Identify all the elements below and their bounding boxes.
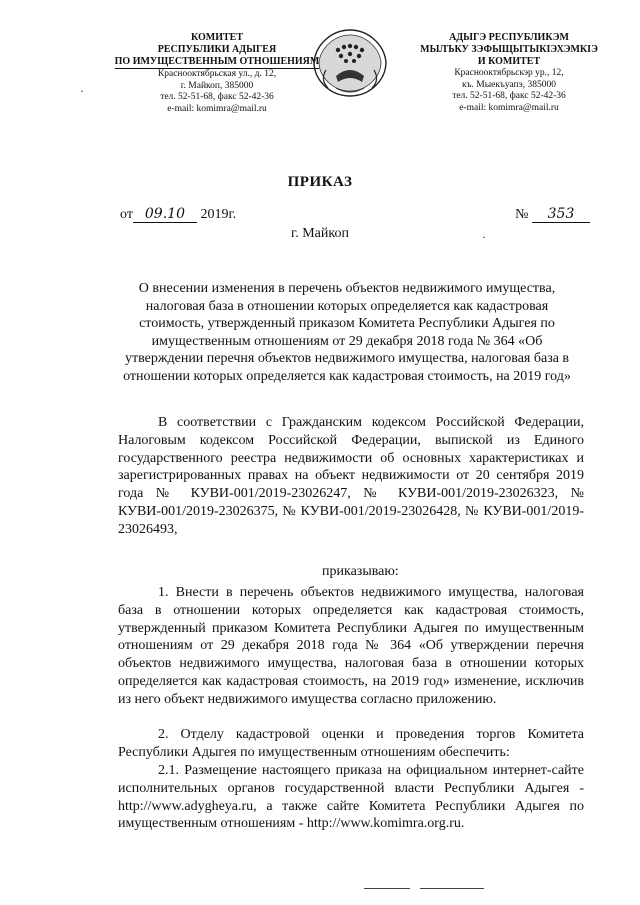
item-2-1-paragraph: 2.1. Размещение настоящего приказа на официальном интернет-сайте исполнительных органов государственной власти Республики Адыгея - http://www.adygheya.ru, а также сайте Комитета Республики Адыгея по имущественным отношениям - http://www.komimra.org.ru. [118, 763, 584, 832]
item-1-paragraph: 1. Внести в перечень объектов недвижимого имущества, налоговая база в отношении которых определяется как кадастровая стоимость, утвержденный приказом Комитета Республики Адыгея по имущественным отношениям от 29 декабря 2018 года № 364 «Об утверждении перечня объектов недвижимого имущества, налоговая база в отношении которых определяется как кадастровая стоимость, на 2019 год» изменение, исключив из него объект недвижимого имущества согласно приложению. [118, 585, 584, 707]
order-number [515, 206, 590, 223]
handwritten-number: 353 [532, 206, 590, 223]
org-address-adyghe: Краснооктябрьскэр ур., 12, [454, 68, 564, 78]
org-email: e-mail: komimra@mail.ru [167, 103, 267, 114]
order-date [120, 206, 236, 223]
org-address: Краснооктябрьская ул., д. 12, [157, 69, 277, 79]
order-word: приказываю: [322, 564, 399, 579]
org-name-adyghe-line2: МЫЛЪКУ ЗЭФЫЩЫТЫКІЭХЭМКІЭ [420, 44, 598, 55]
org-email-adyghe: e-mail: komimra@mail.ru [459, 102, 559, 113]
city-line: г. Майкоп [291, 226, 349, 241]
item-2-paragraph: 2. Отделу кадастровой оценки и проведения торгов Комитета Республики Адыгея по имущественным отношениям обеспечить: [118, 727, 584, 760]
footer-rule [420, 888, 484, 889]
org-name-line1: КОМИТЕТ [190, 32, 243, 43]
date-year: 2019г. [200, 207, 237, 222]
org-name-line3: ПО ИМУЩЕСТВЕННЫМ ОТНОШЕНИЯМ [114, 56, 320, 67]
org-name-line2: РЕСПУБЛИКИ АДЫГЕЯ [157, 44, 277, 55]
order-subject: О внесении изменения в перечень объектов недвижимого имущества, налоговая база в отношении которых определяется как кадастровая стоимость, утвержденный приказом Комитета Республики Адыгея по имущественным отношениям от 29 декабря 2018 года № 364 «Об утверждении перечня объектов недвижимого имущества, налоговая база в отношении которых определяется как кадастровая стоимость, на 2019 год» [123, 281, 571, 384]
date-number-row [120, 206, 590, 228]
org-phone-adyghe: тел. 52-51-68, факс 52-42-36 [452, 91, 566, 101]
header-left-block [112, 32, 322, 115]
header-right-block [404, 32, 614, 114]
handwritten-date: 09.10 [133, 206, 197, 223]
stray-mark-left: · [80, 84, 84, 98]
org-city-adyghe: къ. Мыекъуапэ, 385000 [462, 79, 556, 90]
coat-of-arms-icon [306, 26, 394, 100]
preamble-paragraph: В соответствии с Гражданским кодексом Российской Федерации, Налоговым кодексом Российской Федерации, выпиской из Единого государственного реестра недвижимости об основных характеристиках и зарегистрированных правах на объект недвижимости от 20 сентября 2019 года № КУВИ-001/2019-23026247, № КУВИ-001/2019-23026323, № КУВИ-001/2019-23026375, № КУВИ-001/2019-23026428, № КУВИ-001/2019-23026493, [118, 415, 584, 537]
org-city: г. Майкоп, 385000 [180, 80, 254, 91]
document-title: ПРИКАЗ [287, 174, 353, 190]
stray-mark-right: · [482, 230, 486, 244]
number-prefix: № [515, 207, 529, 222]
date-prefix: от [120, 207, 133, 222]
org-name-adyghe-line1: АДЫГЭ РЕСПУБЛИКЭМ [449, 32, 569, 43]
org-name-adyghe-line3: И КОМИТЕТ [477, 56, 541, 67]
footer-rule [364, 888, 410, 889]
org-phone: тел. 52-51-68, факс 52-42-36 [160, 92, 274, 102]
